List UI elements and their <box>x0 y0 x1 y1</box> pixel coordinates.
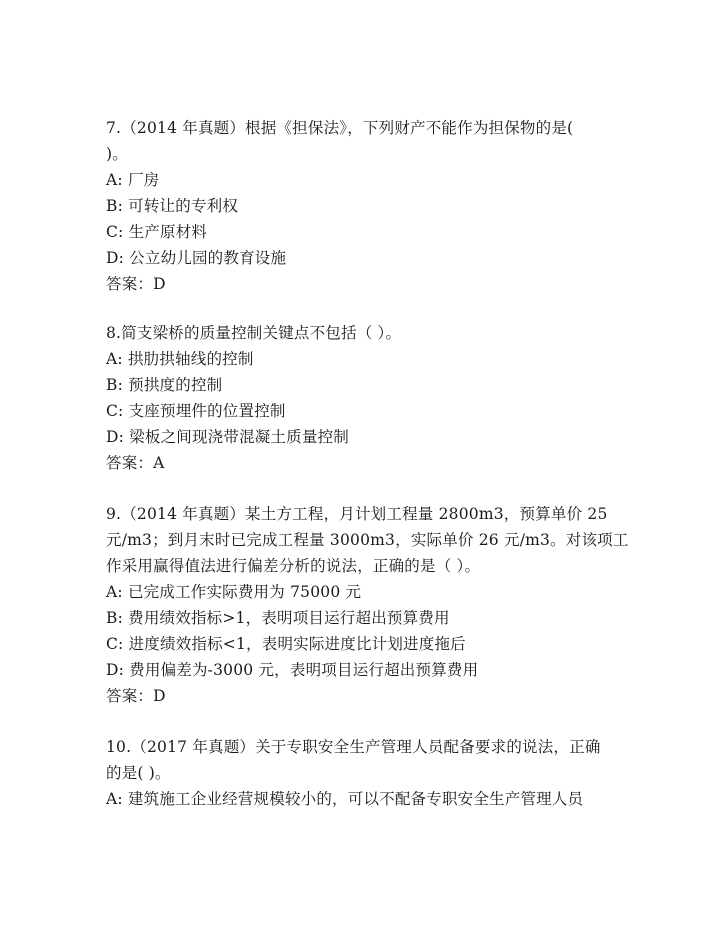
question-stem-line: )。 <box>106 145 128 163</box>
option-d: D: 费用偏差为-3000 元，表明项目运行超出预算费用 <box>106 661 479 679</box>
option-b: B: 预拱度的控制 <box>106 376 223 394</box>
option-a: A: 建筑施工企业经营规模较小的，可以不配备专职安全生产管理人员 <box>106 790 584 808</box>
question-stem-line: 10.（2017 年真题）关于专职安全生产管理人员配备要求的说法，正确 <box>106 738 601 756</box>
answer-line: 答案：D <box>106 275 166 293</box>
option-a: A: 已完成工作实际费用为 75000 元 <box>106 583 362 601</box>
question-9 <box>106 501 629 709</box>
option-a: A: 拱肋拱轴线的控制 <box>106 350 254 368</box>
question-10 <box>106 734 626 812</box>
question-stem-line: 作采用赢得值法进行偏差分析的说法，正确的是（ ）。 <box>106 557 481 575</box>
question-8 <box>106 320 626 476</box>
question-stem-line: 7.（2014 年真题）根据《担保法》，下列财产不能作为担保物的是( <box>106 119 574 137</box>
option-c: C: 生产原材料 <box>106 223 208 241</box>
option-c: C: 进度绩效指标<1，表明实际进度比计划进度拖后 <box>106 635 466 653</box>
option-a: A: 厂房 <box>106 171 160 189</box>
option-d: D: 公立幼儿园的教育设施 <box>106 249 287 267</box>
question-7 <box>106 115 626 297</box>
answer-line: 答案：D <box>106 687 166 705</box>
option-c: C: 支座预埋件的位置控制 <box>106 402 286 420</box>
question-stem-line: 的是( )。 <box>106 764 171 782</box>
answer-line: 答案：A <box>106 454 165 472</box>
option-b: B: 费用绩效指标>1，表明项目运行超出预算费用 <box>106 609 450 627</box>
question-stem-line: 8.简支梁桥的质量控制关键点不包括（ ）。 <box>106 324 402 342</box>
option-d: D: 梁板之间现浇带混凝土质量控制 <box>106 428 349 446</box>
option-b: B: 可转让的专利权 <box>106 197 239 215</box>
question-stem-line: 9.（2014 年真题）某土方工程，月计划工程量 2800m3，预算单价 25 <box>106 505 608 523</box>
question-stem-line: 元/m3；到月末时已完成工程量 3000m3，实际单价 26 元/m3。对该项工 <box>106 531 629 549</box>
